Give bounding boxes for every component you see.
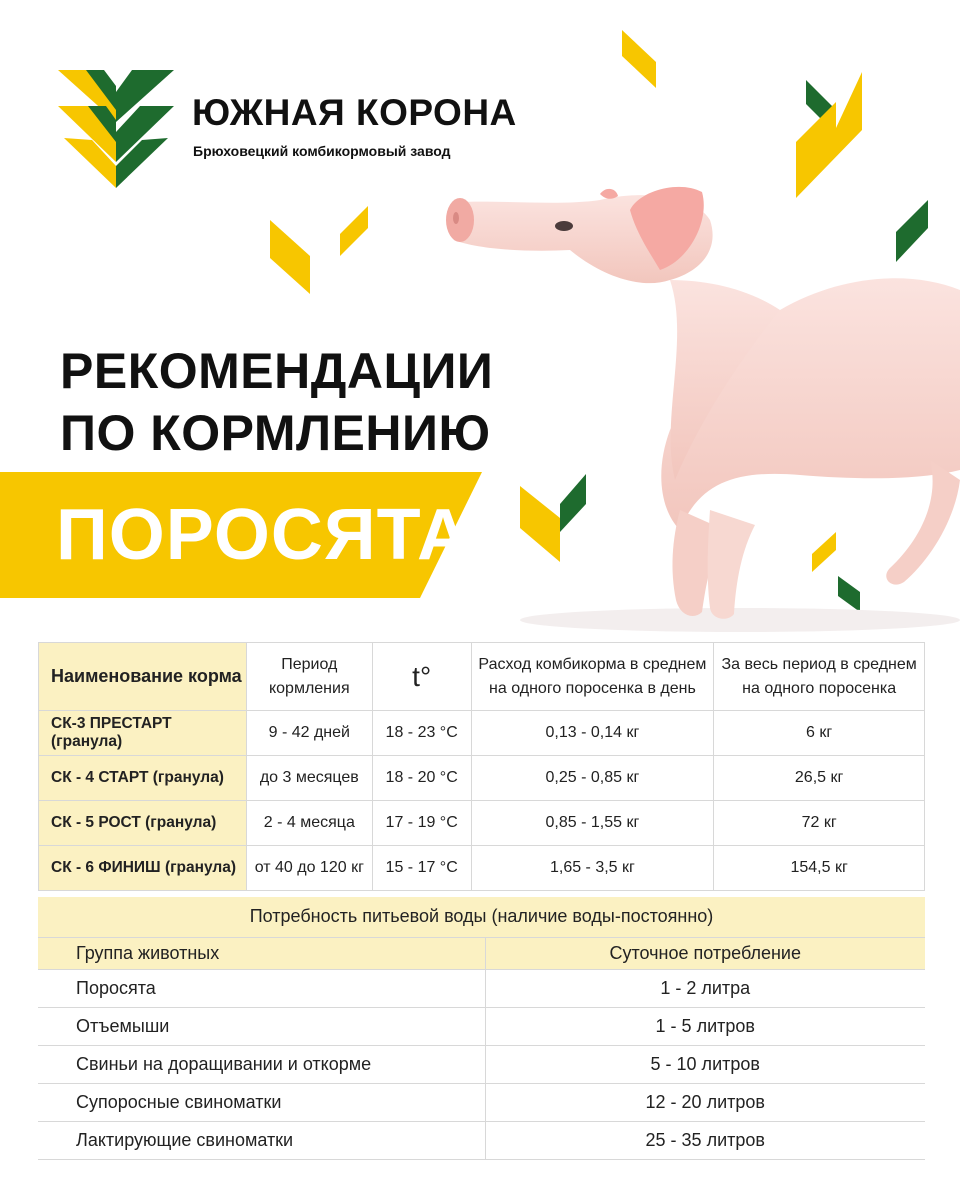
leaf-decoration-icon bbox=[340, 206, 368, 256]
animal-group: Лактирующие свиноматки bbox=[38, 1121, 485, 1159]
leaf-decoration-icon bbox=[270, 220, 310, 294]
feed-total: 26,5 кг bbox=[714, 756, 925, 801]
table-row bbox=[38, 1121, 925, 1159]
feed-period: 9 - 42 дней bbox=[246, 711, 372, 756]
animal-group: Поросята bbox=[38, 969, 485, 1007]
water-table-title: Потребность питьевой воды (наличие воды-постоянно) bbox=[38, 897, 925, 937]
feed-daily: 0,25 - 0,85 кг bbox=[471, 756, 714, 801]
page-title bbox=[60, 340, 493, 464]
animal-group: Свиньи на доращивании и откорме bbox=[38, 1045, 485, 1083]
feed-temperature: 15 - 17 °С bbox=[372, 846, 471, 891]
water-amount: 1 - 2 литра bbox=[485, 969, 925, 1007]
feed-table bbox=[38, 642, 925, 891]
title-line-1: РЕКОМЕНДАЦИИ bbox=[60, 343, 494, 399]
logo-icon bbox=[58, 70, 174, 188]
feed-period: 2 - 4 месяца bbox=[246, 801, 372, 846]
feed-total: 154,5 кг bbox=[714, 846, 925, 891]
header-daily-consumption: Расход комбикорма в среднем на одного поросенка в день bbox=[471, 643, 714, 711]
header-total-consumption: За весь период в среднем на одного поросенка bbox=[714, 643, 925, 711]
table-row bbox=[38, 1045, 925, 1083]
feed-total: 72 кг bbox=[714, 801, 925, 846]
water-table bbox=[38, 897, 925, 1160]
banner-heading: ПОРОСЯТА bbox=[56, 495, 471, 575]
leaf-decoration-icon bbox=[622, 30, 656, 88]
feed-period: до 3 месяцев bbox=[246, 756, 372, 801]
feed-temperature: 17 - 19 °С bbox=[372, 801, 471, 846]
table-row bbox=[39, 711, 925, 756]
feed-daily: 0,85 - 1,55 кг bbox=[471, 801, 714, 846]
water-amount: 25 - 35 литров bbox=[485, 1121, 925, 1159]
feed-daily: 1,65 - 3,5 кг bbox=[471, 846, 714, 891]
table-row bbox=[39, 801, 925, 846]
water-amount: 5 - 10 литров bbox=[485, 1045, 925, 1083]
table-row bbox=[39, 756, 925, 801]
brand-subtitle: Брюховецкий комбикормовый завод bbox=[193, 143, 451, 159]
feed-table-header bbox=[39, 643, 925, 711]
header-animal-group: Группа животных bbox=[38, 937, 485, 969]
title-line-2: ПО КОРМЛЕНИЮ bbox=[60, 405, 491, 461]
feed-temperature: 18 - 20 °С bbox=[372, 756, 471, 801]
animal-group: Супоросные свиноматки bbox=[38, 1083, 485, 1121]
header-temperature: t° bbox=[372, 643, 471, 711]
water-amount: 12 - 20 литров bbox=[485, 1083, 925, 1121]
feed-period: от 40 до 120 кг bbox=[246, 846, 372, 891]
table-row bbox=[38, 969, 925, 1007]
animal-group: Отъемыши bbox=[38, 1007, 485, 1045]
brand-name: ЮЖНАЯ КОРОНА bbox=[192, 92, 517, 133]
table-row bbox=[38, 1007, 925, 1045]
feed-name: СК - 5 РОСТ (гранула) bbox=[39, 801, 247, 846]
feed-name: СК - 4 СТАРТ (гранула) bbox=[39, 756, 247, 801]
header-daily-water: Суточное потребление bbox=[485, 937, 925, 969]
feed-name: СК-3 ПРЕСТАРТ (гранула) bbox=[39, 711, 247, 756]
feed-total: 6 кг bbox=[714, 711, 925, 756]
header-feed-name: Наименование корма bbox=[39, 643, 247, 711]
water-amount: 1 - 5 литров bbox=[485, 1007, 925, 1045]
feed-daily: 0,13 - 0,14 кг bbox=[471, 711, 714, 756]
piglet-image bbox=[440, 180, 960, 640]
water-table-header bbox=[38, 937, 925, 969]
table-row bbox=[39, 846, 925, 891]
feed-temperature: 18 - 23 °С bbox=[372, 711, 471, 756]
feed-name: СК - 6 ФИНИШ (гранула) bbox=[39, 846, 247, 891]
table-row bbox=[38, 1083, 925, 1121]
header-period: Период кормления bbox=[246, 643, 372, 711]
